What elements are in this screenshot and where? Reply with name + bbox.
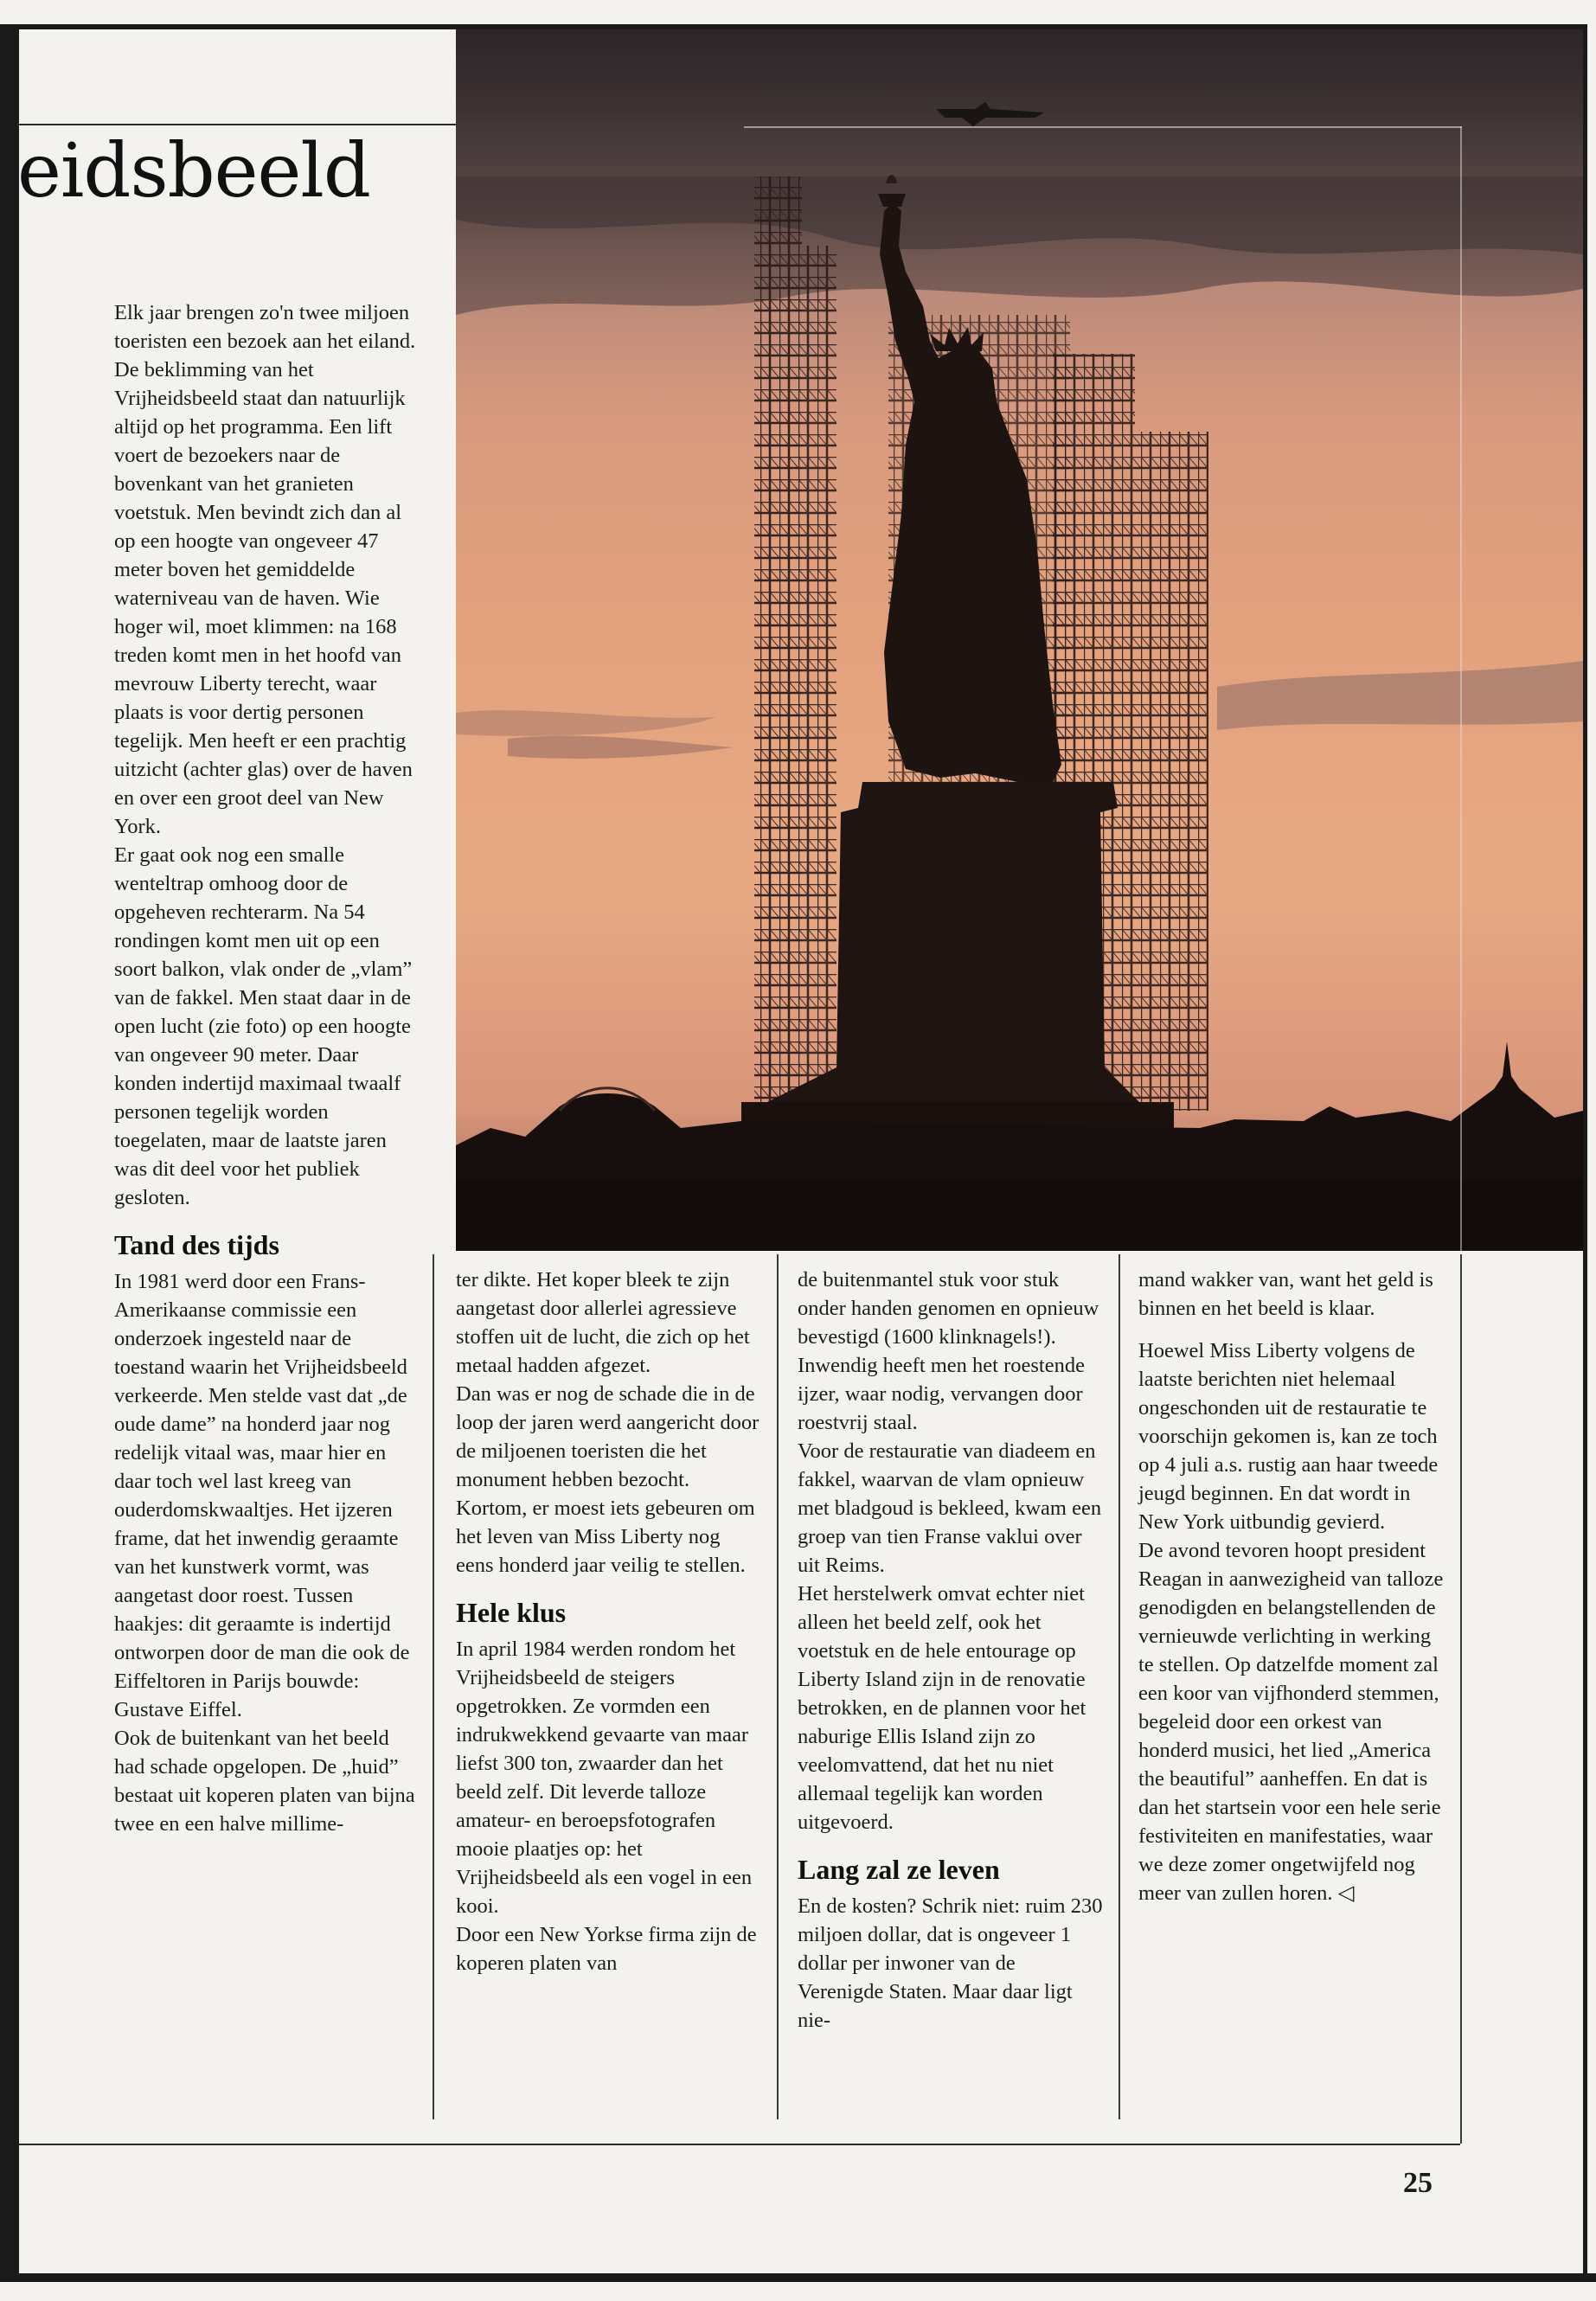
column-rule-4	[1460, 1254, 1462, 2144]
column-rule-2	[777, 1254, 779, 2119]
page-border-left	[0, 24, 19, 2282]
section-heading: Lang zal ze leven	[798, 1854, 1000, 1885]
header-rule	[19, 124, 456, 125]
page-border-right	[1583, 24, 1587, 2282]
paragraph: Voor de restauratie van diadeem en fakkel, waarvan de vlam opnieuw met bladgoud is bekleed, kwam een groep van tien Franse vaklui over uit Reims.	[798, 1439, 1102, 1577]
statue-of-liberty-scaffolding-photo	[456, 29, 1583, 1251]
column-rule-3	[1118, 1254, 1120, 2119]
column-rule-1	[433, 1254, 434, 2119]
article-column-3	[798, 1266, 1105, 2035]
statue-photo	[456, 29, 1583, 1251]
paragraph: ter dikte. Het koper bleek te zijn aangetast door allerlei agressieve stoffen uit de lucht, die zich op het metaal hadden afgezet.	[456, 1268, 750, 1377]
article-column-1	[114, 298, 421, 1838]
paragraph: Hoewel Miss Liberty volgens de laatste berichten niet helemaal ongeschonden uit de restauratie te voorschijn gekomen is, kan ze toch op 4 juli a.s. rustig aan haar tweede jeugd beginnen. En dat wordt in New York uitbundig gevierd.	[1138, 1339, 1439, 1534]
paragraph: Er gaat ook nog een smalle wenteltrap omhoog door de opgeheven rechterarm. Na 54 rondingen komt men uit op een soort balkon, vlak onder de „vlam” van de fakkel. Men staat daar in de open lucht (zie foto) op een hoogte van ongeveer 90 meter. Daar konden indertijd maximaal twaalf personen tegelijk worden toegelaten, maar de laatste jaren was dit deel voor het publiek gesloten.	[114, 843, 413, 1209]
photo-frame-top	[744, 126, 1462, 128]
page-border-bottom	[0, 2273, 1596, 2282]
section-heading: Tand des tijds	[114, 1229, 279, 1260]
footer-rule	[19, 2144, 1460, 2145]
page-number: 25	[1403, 2167, 1433, 2199]
paragraph: Door een New Yorkse firma zijn de koperen platen van	[456, 1923, 757, 1975]
paragraph: De avond tevoren hoopt president Reagan in aanwezigheid van talloze genodigden en belangstellenden de vernieuwde verlichting in werking te stellen. Op datzelfde moment zal een koor van vijfhonderd stemmen, begeleid door een orkest van honderd musici, het lied „America the beautiful” aanheffen. En dat is dan het startsein voor een hele serie festiviteiten en manifestaties, waar we deze zomer ongetwijfeld nog meer van zullen horen. ◁	[1138, 1539, 1444, 1905]
paragraph: Elk jaar brengen zo'n twee miljoen toeristen een bezoek aan het eiland. De beklimming van het Vrijheidsbeeld staat dan natuurlijk altijd op het programma. Een lift voert de bezoekers naar de bovenkant van het granieten voetstuk. Men bevindt zich dan al op een hoogte van ongeveer 47 meter boven het gemiddelde waterniveau van de haven. Wie hoger wil, moet klimmen: na 168 treden komt men in het hoofd van mevrouw Liberty terecht, waar plaats is voor dertig personen tegelijk. Men heeft er een prachtig uitzicht (achter glas) over de haven en over een groot deel van New York.	[114, 301, 416, 838]
paragraph: Dan was er nog de schade die in de loop der jaren werd aangericht door de miljoenen toeristen die het monument hebben bezocht. Kortom, er moest iets gebeuren om het leven van Miss Liberty nog eens honderd jaar veilig te stellen.	[456, 1382, 760, 1577]
paragraph: In 1981 werd door een Frans-Amerikaanse commissie een onderzoek ingesteld naar de toestand waarin het Vrijheidsbeeld verkeerde. Men stelde vast dat „de oude dame” na honderd jaar nog redelijk vitaal was, maar hier en daar toch wel last kreeg van ouderdomskwaaltjes. Het ijzeren frame, dat het inwendig geraamte van het kunstwerk vormt, was aangetast door roest. Tussen haakjes: dit geraamte is indertijd ontworpen door de man die ook de Eiffeltoren in Parijs bouwde: Gustave Eiffel.	[114, 1270, 410, 1721]
paragraph: Het herstelwerk omvat echter niet alleen het beeld zelf, ook het voetstuk en de hele entourage op Liberty Island zijn in de renovatie betrokken, en de plannen voor het naburige Ellis Island zijn zo veelomvattend, dat het nu niet allemaal tegelijk kan worden uitgevoerd.	[798, 1582, 1086, 1834]
article-column-2	[456, 1266, 763, 1977]
paragraph: de buitenmantel stuk voor stuk onder handen genomen en opnieuw bevestigd (1600 klinknagels!). Inwendig heeft men het roestende ijzer, waar nodig, vervangen door roestvrij staal.	[798, 1268, 1099, 1434]
article-column-4	[1138, 1266, 1450, 1907]
article-title: eidsbeeld	[17, 128, 370, 215]
paragraph: Ook de buitenkant van het beeld had schade opgelopen. De „huid” bestaat uit koperen platen van bijna twee en een halve millime-	[114, 1727, 415, 1836]
photo-frame-right	[1460, 126, 1462, 1251]
paragraph: En de kosten? Schrik niet: ruim 230 miljoen dollar, dat is ongeveer 1 dollar per inwoner van de Verenigde Staten. Maar daar ligt nie-	[798, 1894, 1103, 2032]
paragraph: In april 1984 werden rondom het Vrijheidsbeeld de steigers opgetrokken. Ze vormden een indrukwekkend gevaarte van maar liefst 300 ton, zwaarder dan het beeld zelf. Dit leverde talloze amateur- en beroepsfotografen mooie plaatjes op: het Vrijheidsbeeld als een vogel in een kooi.	[456, 1638, 753, 1918]
paragraph: mand wakker van, want het geld is binnen en het beeld is klaar.	[1138, 1268, 1433, 1320]
section-heading: Hele klus	[456, 1597, 567, 1628]
